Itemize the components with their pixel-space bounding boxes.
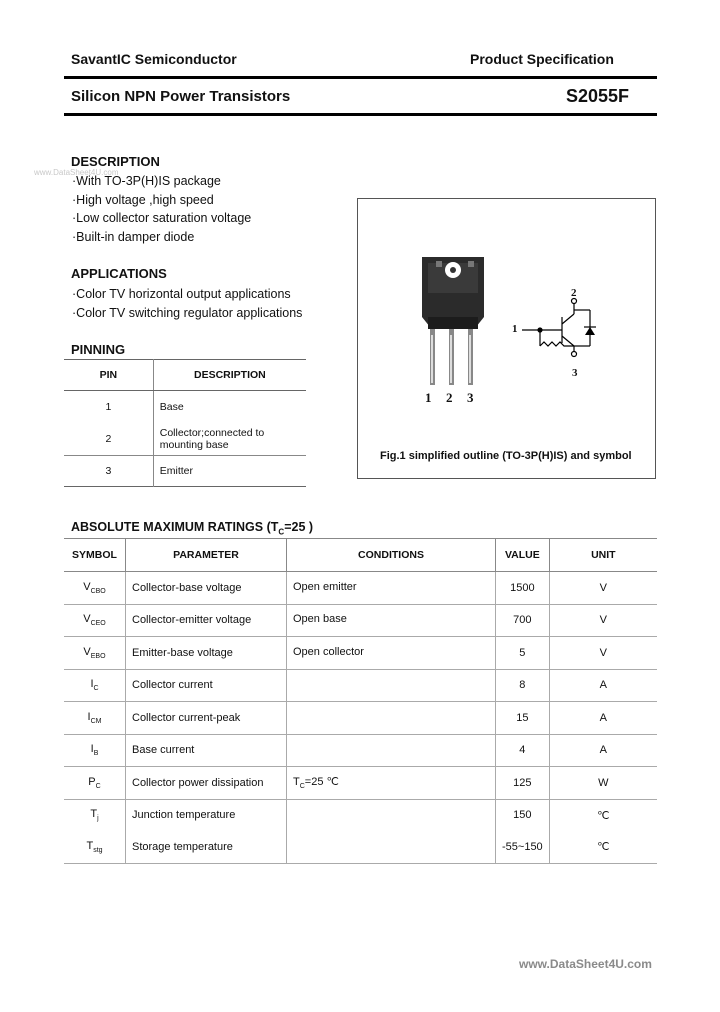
- unit-cell: A: [549, 734, 657, 767]
- description-item: ·Low collector saturation voltage: [72, 211, 252, 225]
- symbol-subscript: B: [93, 750, 99, 758]
- pin-description: Emitter: [153, 456, 306, 487]
- symbol-letter: V: [83, 613, 91, 626]
- table-row: [64, 604, 657, 637]
- ratings-title-prefix: ABSOLUTE MAXIMUM RATINGS (T: [71, 520, 279, 534]
- parameter-cell: Base current: [126, 734, 287, 767]
- pin-number: 2: [64, 423, 153, 456]
- symbol-subscript: C: [93, 685, 99, 693]
- ratings-header-conditions: CONDITIONS: [287, 539, 496, 572]
- applications-list: [72, 285, 302, 322]
- unit-cell: V: [549, 604, 657, 637]
- symbol-cell: [64, 637, 126, 670]
- watermark-text: www.DataSheet4U.com: [34, 168, 119, 177]
- conditions-cell: [287, 669, 496, 702]
- header-rule-bottom: [64, 113, 657, 116]
- symbol-cell: [64, 669, 126, 702]
- symbol-collector-label: 2: [571, 287, 577, 299]
- value-cell: 5: [496, 637, 550, 670]
- conditions-cell: [287, 831, 496, 863]
- conditions-cell: [287, 702, 496, 735]
- symbol-cell: [64, 767, 126, 800]
- parameter-cell: Collector-emitter voltage: [126, 604, 287, 637]
- table-row: [64, 637, 657, 670]
- unit-cell: A: [549, 702, 657, 735]
- conditions-cell: [287, 734, 496, 767]
- table-row: [64, 456, 306, 487]
- pinning-table: [64, 359, 306, 487]
- symbol-subscript: CM: [90, 717, 102, 725]
- table-row: [64, 831, 657, 863]
- ratings-header-symbol: SYMBOL: [64, 539, 126, 572]
- symbol-letter: T: [90, 808, 98, 821]
- value-cell: 1500: [496, 572, 550, 605]
- pin-number: 3: [64, 456, 153, 487]
- value-cell: 150: [496, 799, 550, 831]
- pin-number: 1: [64, 391, 153, 424]
- symbol-cell: [64, 831, 126, 863]
- package-pin-1: 1: [425, 390, 432, 405]
- ratings-header-unit: UNIT: [549, 539, 657, 572]
- condition-subscript: C: [299, 783, 305, 791]
- table-row: [64, 799, 657, 831]
- symbol-cell: [64, 572, 126, 605]
- symbol-subscript: EBO: [90, 652, 106, 660]
- value-cell: 4: [496, 734, 550, 767]
- application-item: ·Color TV switching regulator applications: [72, 305, 303, 320]
- condition-text: Open emitter: [293, 580, 357, 593]
- condition-text: T: [293, 776, 300, 789]
- condition-text: Open base: [293, 613, 347, 626]
- parameter-cell: Collector current: [126, 669, 287, 702]
- unit-cell: V: [549, 637, 657, 670]
- symbol-letter: V: [83, 645, 91, 658]
- symbol-cell: [64, 734, 126, 767]
- package-pin-2: 2: [446, 390, 453, 405]
- unit-cell: W: [549, 767, 657, 800]
- symbol-subscript: stg: [93, 846, 103, 854]
- description-item: ·High voltage ,high speed: [72, 192, 214, 207]
- condition-text: Open collector: [293, 645, 364, 658]
- symbol-subscript: C: [95, 782, 101, 790]
- symbol-base-label: 1: [512, 323, 518, 335]
- figure-caption: Fig.1 simplified outline (TO-3P(H)IS) and symbol: [380, 450, 632, 462]
- description-item: ·Built-in damper diode: [72, 229, 195, 244]
- conditions-cell: [287, 767, 496, 800]
- value-cell: 125: [496, 767, 550, 800]
- header-rule-top: [64, 76, 657, 79]
- symbol-emitter-label: 3: [572, 367, 578, 379]
- ratings-title-sub: C: [278, 527, 285, 537]
- table-row: [64, 734, 657, 767]
- table-row: [64, 572, 657, 605]
- parameter-cell: Collector current-peak: [126, 702, 287, 735]
- ratings-header-parameter: PARAMETER: [126, 539, 287, 572]
- symbol-cell: [64, 799, 126, 831]
- symbol-cell: [64, 702, 126, 735]
- pin-description: Base: [159, 401, 184, 413]
- symbol-subscript: CEO: [90, 620, 106, 628]
- ratings-title-suffix: =25 ): [284, 520, 314, 534]
- table-row: [64, 669, 657, 702]
- ratings-title: [71, 520, 313, 537]
- symbol-letter: T: [86, 839, 94, 852]
- parameter-cell: Collector-base voltage: [126, 572, 287, 605]
- product-line: Silicon NPN Power Transistors: [71, 88, 291, 105]
- pinning-header-pin: PIN: [64, 360, 153, 391]
- package-outline-image: [358, 199, 657, 429]
- symbol-letter: I: [90, 678, 94, 691]
- description-list: [72, 172, 251, 246]
- package-pin-3: 3: [467, 390, 474, 405]
- pinning-title: PINNING: [71, 342, 126, 357]
- parameter-cell: Emitter-base voltage: [126, 637, 287, 670]
- value-cell: 15: [496, 702, 550, 735]
- symbol-subscript: j: [97, 815, 99, 823]
- figure-box: [357, 198, 656, 479]
- pin-description: Collector;connected to mounting base: [159, 427, 265, 451]
- part-number: S2055F: [566, 86, 630, 106]
- unit-cell: ℃: [549, 831, 657, 863]
- symbol-letter: I: [87, 710, 91, 723]
- parameter-cell: Collector power dissipation: [126, 767, 287, 800]
- conditions-cell: [287, 799, 496, 831]
- parameter-cell: Junction temperature: [126, 799, 287, 831]
- ratings-table: [64, 538, 657, 864]
- table-row: [64, 423, 306, 456]
- symbol-cell: [64, 604, 126, 637]
- value-cell: 700: [496, 604, 550, 637]
- footer-watermark: www.DataSheet4U.com: [519, 957, 652, 971]
- value-cell: 8: [496, 669, 550, 702]
- table-row: [64, 767, 657, 800]
- symbol-letter: I: [90, 743, 94, 756]
- table-row: [64, 702, 657, 735]
- condition-suffix: =25 ℃: [304, 776, 339, 789]
- description-item: ·With TO-3P(H)IS package: [72, 174, 221, 188]
- description-title: DESCRIPTION: [71, 154, 160, 169]
- company-name: SavantIC Semiconductor: [71, 51, 237, 67]
- table-row: [64, 391, 306, 424]
- unit-cell: V: [549, 572, 657, 605]
- symbol-subscript: CBO: [90, 587, 106, 595]
- symbol-letter: V: [83, 580, 91, 593]
- applications-title: APPLICATIONS: [71, 266, 167, 281]
- ratings-header-value: VALUE: [496, 539, 550, 572]
- spec-label: Product Specification: [470, 51, 614, 67]
- parameter-cell: Storage temperature: [126, 831, 287, 863]
- symbol-letter: P: [88, 775, 96, 788]
- conditions-cell: [287, 572, 496, 605]
- value-cell: -55~150: [496, 831, 550, 863]
- conditions-cell: [287, 637, 496, 670]
- pinning-header-desc: DESCRIPTION: [153, 360, 306, 391]
- unit-cell: ℃: [549, 799, 657, 831]
- application-item: ·Color TV horizontal output applications: [72, 287, 291, 301]
- unit-cell: A: [549, 669, 657, 702]
- conditions-cell: [287, 604, 496, 637]
